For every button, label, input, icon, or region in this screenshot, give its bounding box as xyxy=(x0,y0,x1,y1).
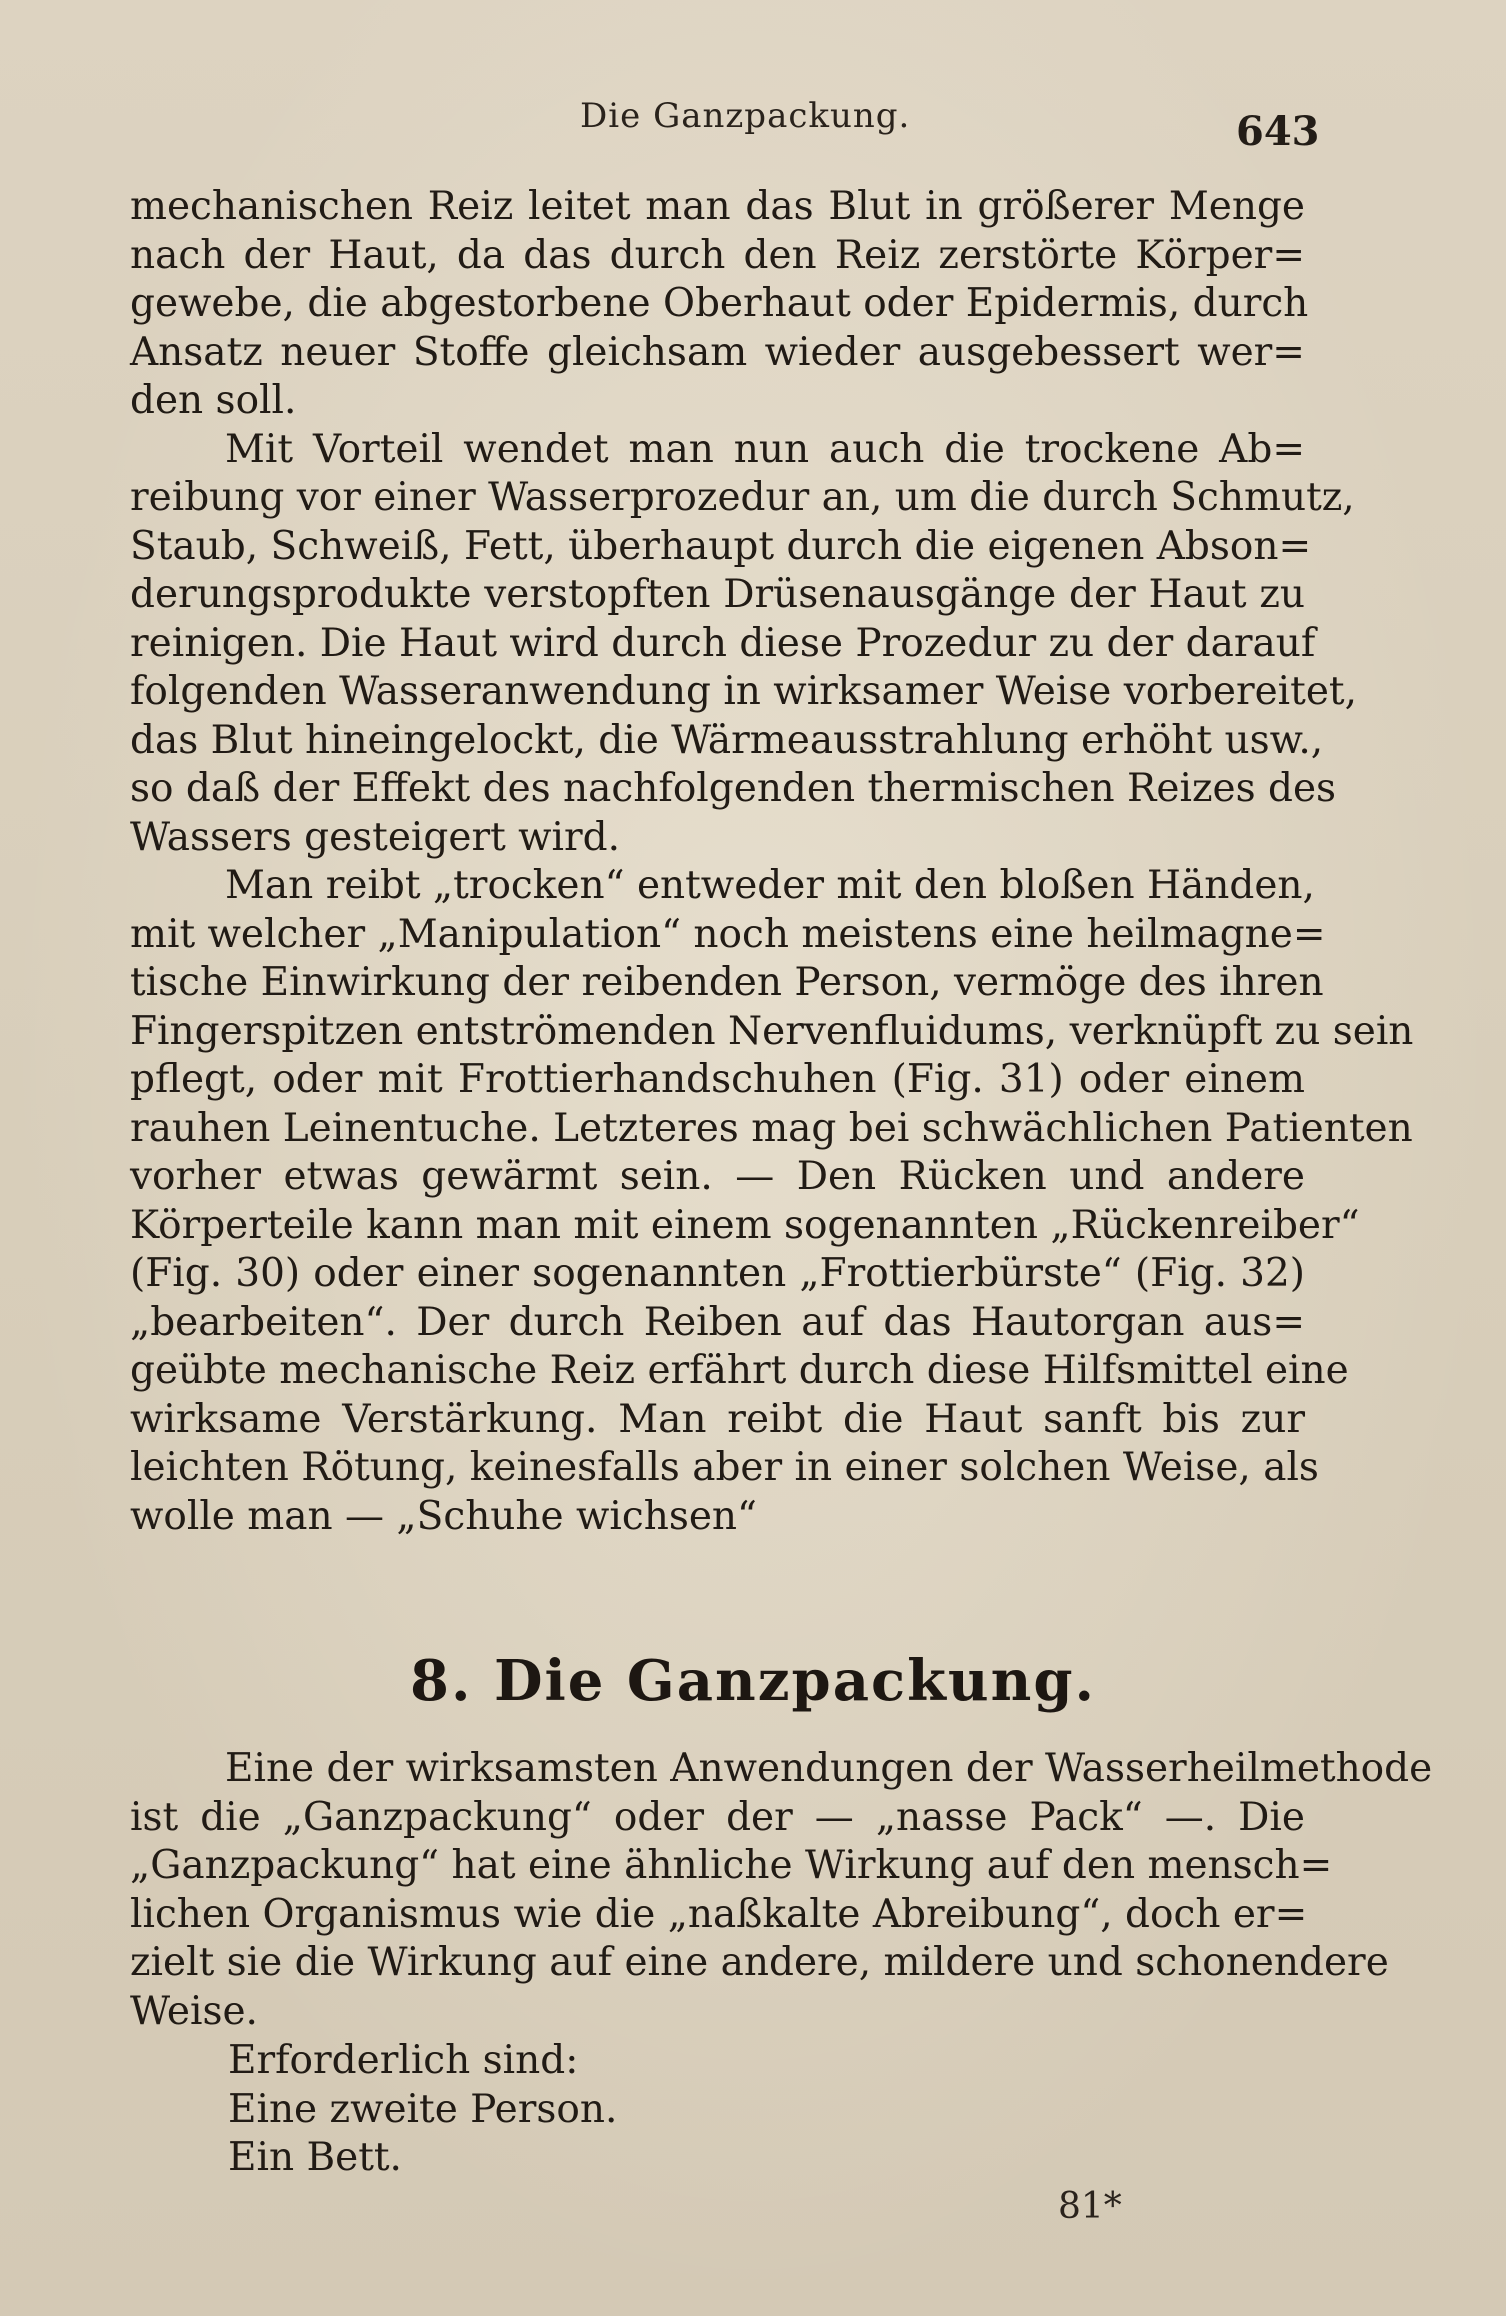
text-line: derungsprodukte verstopften Drüsenausgänge der Haut zu xyxy=(130,572,1305,617)
text-line: reibung vor einer Wasserprozedur an, um die durch Schmutz, xyxy=(130,475,1355,520)
text-line: gewebe, die abgestorbene Oberhaut oder Epidermis, durch xyxy=(130,281,1309,326)
text-line: Staub, Schweiß, Fett, überhaupt durch die eigenen Abson= xyxy=(130,523,1312,569)
requirements-list xyxy=(228,2037,1128,2183)
section-heading: 8. Die Ganzpackung. xyxy=(410,1648,1096,1714)
text-line: das Blut hineingelockt, die Wärmeausstrahlung erhöht usw., xyxy=(130,717,1324,763)
text-line: Fingerspitzen entströmenden Nervenfluidums, verknüpft zu sein xyxy=(130,1008,1414,1054)
text-line: Wassers gesteigert wird. xyxy=(130,814,621,860)
running-title: Die Ganzpackung. xyxy=(580,96,911,136)
text-line: wirksame Verstärkung. Man reibt die Haut sanft bis zur xyxy=(130,1396,1305,1442)
text-line: nach der Haut, da das durch den Reiz zerstörte Körper= xyxy=(130,232,1305,278)
text-line: mit welcher „Manipulation“ noch meistens eine heilmagne= xyxy=(130,911,1326,957)
text-line: rauhen Leinentuche. Letzteres mag bei schwächlichen Patienten xyxy=(130,1105,1413,1151)
text-line: (Fig. 30) oder einer sogenannten „Frottierbürste“ (Fig. 32) xyxy=(130,1251,1305,1296)
text-line: Mit Vorteil wendet man nun auch die trockene Ab= xyxy=(225,426,1305,472)
text-line: ist die „Ganzpackung“ oder der — „nasse Pack“ —. Die xyxy=(130,1794,1305,1840)
paragraph-continuation xyxy=(130,183,1309,426)
body-text xyxy=(130,183,1414,1541)
text-line: Man reibt „trocken“ entweder mit den bloßen Händen, xyxy=(225,863,1315,908)
paragraph-ganzpackung xyxy=(130,1745,1433,2036)
text-line: Körperteile kann man mit einem sogenannten „Rückenreiber“ xyxy=(130,1202,1360,1248)
text-line: Weise. xyxy=(130,1988,258,2034)
text-line: Eine der wirksamsten Anwendungen der Wasserheilmethode xyxy=(225,1746,1433,1791)
text-line: den soll. xyxy=(130,378,297,423)
running-header xyxy=(0,96,1506,156)
text-line: so daß der Effekt des nachfolgenden thermischen Reizes des xyxy=(130,766,1337,811)
text-line: geübte mechanische Reiz erfährt durch diese Hilfsmittel eine xyxy=(130,1348,1349,1393)
printer-signature: 81* xyxy=(1058,2186,1122,2227)
text-line: „Ganzpackung“ hat eine ähnliche Wirkung auf den mensch= xyxy=(130,1843,1333,1888)
text-line: tische Einwirkung der reibenden Person, vermöge des ihren xyxy=(130,960,1324,1005)
text-line: Ansatz neuer Stoffe gleichsam wieder ausgebessert wer= xyxy=(130,329,1305,375)
page-number: 643 xyxy=(1236,108,1320,155)
text-line: leichten Rötung, keinesfalls aber in einer solchen Weise, als xyxy=(130,1445,1319,1490)
section-body-text xyxy=(130,1745,1433,2036)
text-line: folgenden Wasseranwendung in wirksamer Weise vorbereitet, xyxy=(130,669,1357,714)
text-line: mechanischen Reiz leitet man das Blut in größerer Menge xyxy=(130,184,1305,229)
text-line: wolle man — „Schuhe wichsen“ xyxy=(130,1493,757,1539)
text-line: lichen Organismus wie die „naßkalte Abreibung“, doch er= xyxy=(130,1891,1308,1937)
paragraph-rubbing-methods xyxy=(130,862,1414,1541)
text-line: pflegt, oder mit Frottierhandschuhen (Fig. 31) oder einem xyxy=(130,1057,1305,1102)
list-item: Erforderlich sind: xyxy=(228,2038,579,2083)
list-item: Eine zweite Person. xyxy=(228,2086,618,2132)
text-line: zielt sie die Wirkung auf eine andere, mildere und schonendere xyxy=(130,1940,1389,1985)
list-item: Ein Bett. xyxy=(228,2135,402,2180)
text-line: vorher etwas gewärmt sein. — Den Rücken und andere xyxy=(130,1154,1305,1199)
text-line: „bearbeiten“. Der durch Reiben auf das Hautorgan aus= xyxy=(130,1299,1305,1345)
text-line: reinigen. Die Haut wird durch diese Prozedur zu der darauf xyxy=(130,620,1316,666)
paragraph-dry-rubbing xyxy=(130,426,1357,863)
